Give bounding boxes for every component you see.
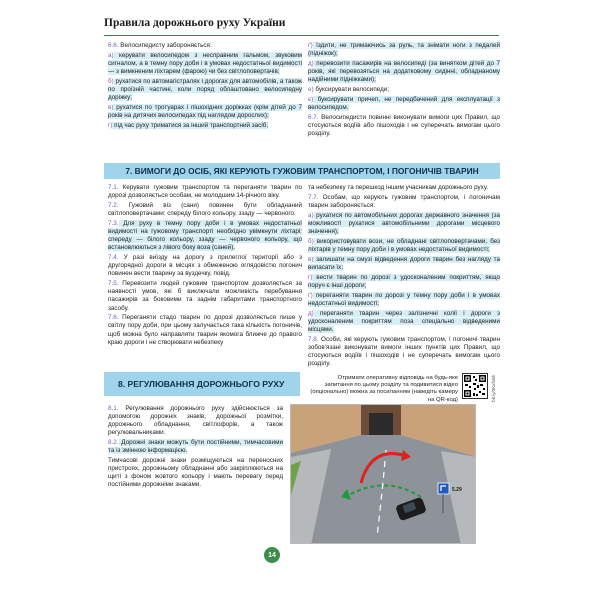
sign-caption: 5.29 [452,487,462,493]
clause-text: керувати велосипедом з несправним гальмом, звуковим сигналом, а в темну пору доби і в умовах недостатньої видимості — з вимкненим ліхтарем (фарою) чи без світлоповертачів; [108,51,302,76]
paragraph [308,60,500,84]
qr-note: Отримати оперативну відповідь на будь-яке запитання по цьому розділу та подивитися відео (опціонально) можна за посиланням (наведіть камеру на QR-код) [310,375,458,403]
clause-ref: г) [308,273,313,281]
paragraph [308,256,500,272]
clause-text: Особам, що керують гужовим транспортом, і погоничам тварин забороняється: [308,193,500,209]
clause-text: Велосипедисту забороняється: [118,42,212,49]
paragraph [308,194,500,210]
paragraph [108,254,302,278]
clause-text: рухатися по автомобільних дорогах державного значення (за можливості рухатися автомобільними дорогами місцевого значення); [308,211,500,236]
clause-text: буксирувати велосипеди; [313,86,390,94]
clause-text: Для руху в темну пору доби і в умовах недостатньої видимості на гужовому транспорті необхідно увімкнути ліхтарі: спереду — білого кольору, ззаду — червоного кольору, що встановлюються з лівого боку воза (саней). [108,219,302,252]
paragraph [108,220,302,252]
section-8-title: 8. РЕГУЛЮВАННЯ ДОРОЖНЬОГО РУХУ [118,379,285,389]
clause-ref: 8.2. [108,439,119,447]
paragraph [308,310,500,334]
paragraph [108,405,283,437]
paragraph [108,122,302,130]
clause-ref: ґ) [308,291,313,299]
page-number: 14 [268,551,276,559]
qr-code[interactable] [462,373,488,399]
section-7-title: 7. ВИМОГИ ДО ОСІБ, ЯКІ КЕРУЮТЬ ГУЖОВИМ ТРАНСПОРТОМ, І ПОГОНИЧІВ ТВАРИН [125,166,479,176]
clause-ref: 7.4. [108,254,119,262]
clause-text: Велосипедисти повинні виконувати вимоги цих Правил, що стосуються водіїв або пішоходів і не суперечать вимогам цього розділу. [308,113,500,138]
clause-ref: д) [308,309,314,317]
road-illustration [290,404,476,544]
clause-ref: в) [308,255,314,263]
section-7-heading [104,163,500,179]
paragraph [108,202,302,218]
clause-text: їздити, не тримаючись за руль, та знімати ноги з педалей (підніжок); [308,42,500,58]
clause-text: залишати на смузі відведення дороги тварин без нагляду та випасати їх; [308,255,500,272]
clause-ref: а) [308,211,314,219]
paragraph [308,184,500,192]
paragraph [108,314,302,346]
paragraph [308,292,500,308]
clause-ref: 6.6. [108,42,119,49]
clause-ref: 7.6. [108,314,119,322]
clause-ref: 8.1. [108,405,119,412]
clause-text: та небезпеку та перешкод іншим учасникам дорожнього руху. [308,184,489,191]
clause-ref: а) [108,51,114,59]
qr-short-link: bit.ly/3Kxfs0b [491,375,496,402]
clause-text: Перевозити людей гужовим транспортом дозволяється за наявності умов, які б виключали можливість перебування пасажирів за боковими та заднім габаритами транспортного засобу. [108,280,302,312]
paragraph [308,42,500,58]
qr-code-icon [463,374,487,398]
clause-text: вести тварин по дорозі з удосконаленим покриттям, якщо поруч є інші дороги; [308,273,500,290]
paragraph [308,238,500,254]
page-header [104,14,499,36]
clause-text: Дорожні знаки можуть бути постійними, тимчасовими та із змінною інформацією. [108,439,283,455]
clause-text: буксирувати причеп, не передбачений для експлуатації з велосипедом. [308,95,500,112]
clause-text: рухатися по автомагістралях і дорогах для автомобілів, а також по проїзній частині, коли поряд облаштовано велосипедну доріжку; [108,77,302,102]
clause-text: переганяти тварин по дорозі у темну пору доби і в умовах недостатньої видимості; [308,291,500,307]
page-number-badge [264,547,280,563]
clause-text: під час руху триматися за інший транспортний засіб; [112,122,269,130]
text-column-left-mid [108,184,302,368]
clause-text: Переганяти стадо тварин по дорозі дозволяється лише у світлу пору доби, при цьому залучається така кількість погоничів, щоб можна було направляти тварин якомога ближче до правого краю дороги і не створювати небезпеку [108,314,302,346]
page-title: Правила дорожнього руху України [104,17,286,29]
paragraph [108,104,302,120]
clause-text: використовувати вози, не обладнані світлоповертачами, без ліхтарів у темну пору доби і в умовах недостатньої видимості; [308,237,500,254]
clause-ref: є) [308,95,314,103]
text-column-right-top [308,42,500,160]
paragraph [108,439,283,455]
paragraph [308,212,500,236]
paragraph [108,78,302,102]
clause-ref: б) [108,77,114,85]
clause-ref: 7.2. [108,201,119,209]
clause-ref: 7.1. [108,184,119,191]
paragraph [108,52,302,76]
text-column-right-mid [308,184,500,368]
clause-ref: 7.3. [108,219,119,227]
text-column-left-top [108,42,302,160]
paragraph [308,96,500,112]
clause-text: рухатися по тротуарах і пішохідних доріжках (крім дітей до 7 років на дитячих велосипедах під наглядом дорослих); [108,104,302,120]
road-scene-image [291,405,476,544]
paragraph [108,457,283,489]
clause-text: Керувати гужовим транспортом та переганяти тварин по дорозі дозволяється особам, не молодшим 14-річного віку. [108,184,302,200]
clause-text: перевозити пасажирів на велосипеді (за винятком дітей до 7 років, які перевозяться на додатковому сидінні, обладнаному надійними підніжками); [308,59,500,84]
clause-text: Гужовий віз (сани) повинен бути обладнаний світлоповертачами: спереду білого кольору, ззаду — червоного. [108,201,302,218]
clause-ref: ґ) [308,42,313,49]
paragraph [308,336,500,368]
paragraph [108,184,302,200]
clause-ref: е) [308,86,314,94]
clause-text: Регулювання дорожнього руху здійснюється за допомогою дорожніх знаків, дорожньої розмітки, дорожнього обладнання, світлофорів, а також регулювальниками. [108,405,283,437]
clause-ref: 7.5. [108,280,119,288]
text-column-left-bottom [108,405,283,565]
clause-ref: г) [108,122,113,130]
clause-text: Тимчасові дорожні знаки розміщуються на переносних пристроях, дорожньому обладнанні або закріплюються на щиті з фоном жовтого кольору і мають перевагу перед постійними дорожніми знаками. [108,457,283,489]
paragraph [308,274,500,290]
clause-ref: в) [108,104,114,112]
paragraph [108,42,302,50]
paragraph [308,114,500,138]
clause-ref: 7.8. [308,335,319,343]
clause-ref: 7.7. [308,193,319,201]
clause-ref: д) [308,59,314,67]
clause-ref: б) [308,237,314,245]
paragraph [108,280,302,312]
clause-text: переганяти тварин через залізничні колії і дороги з удосконаленим покриттям поза спеціально відведеними місцями. [308,309,500,334]
paragraph [308,86,500,94]
section-8-heading [104,372,300,396]
clause-text: Особи, які керують гужовим транспортом, і погоничі тварин зобов'язані виконувати вимоги інших пунктів цих Правил, що стосуються водіїв і пішоходів і не суперечать вимогам цього розділу. [308,335,500,368]
clause-ref: 6.7. [308,113,319,121]
clause-text: У разі виїзду на дорогу з прилеглої території або з другорядної дороги в місцях з обмеженою оглядовістю погонич повинен вести тварину за вуздечку, повід. [108,254,302,278]
